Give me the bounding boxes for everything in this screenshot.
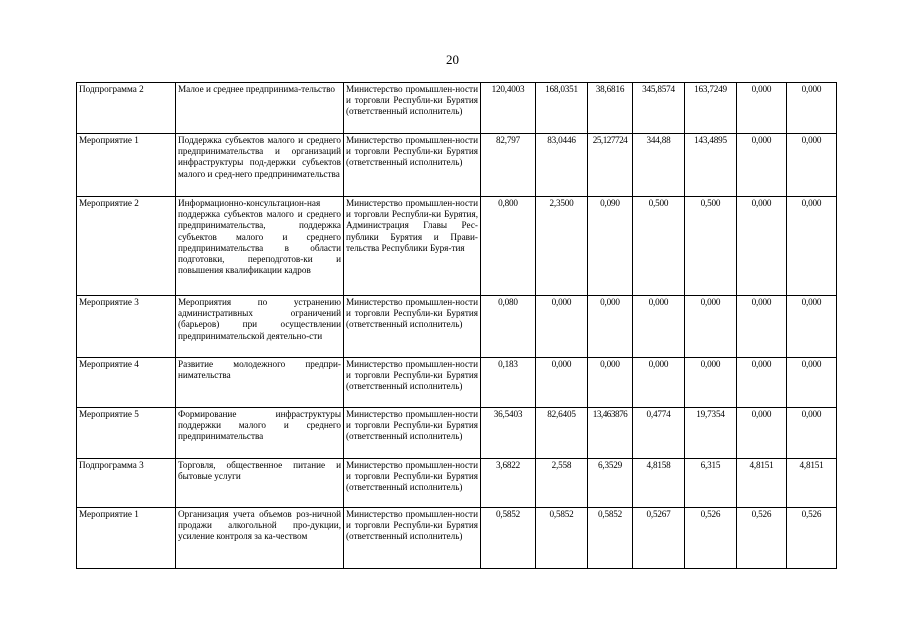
row-type-cell: Мероприятие 2 — [77, 197, 176, 296]
value-cell: 0,000 — [787, 134, 837, 197]
row-type-cell: Мероприятие 1 — [77, 508, 176, 569]
value-cell: 36,5403 — [481, 408, 536, 459]
table-row — [77, 358, 837, 408]
value-cell: 4,8151 — [737, 459, 787, 508]
value-cell: 344,88 — [633, 134, 685, 197]
value-cell: 163,7249 — [685, 83, 737, 134]
table-row — [77, 296, 837, 358]
value-cell: 83,0446 — [536, 134, 588, 197]
value-cell: 3,6822 — [481, 459, 536, 508]
row-name-cell: Малое и среднее предпринима-тельство — [176, 83, 344, 134]
value-cell: 0,000 — [737, 197, 787, 296]
value-cell: 0,526 — [787, 508, 837, 569]
row-name-cell: Формирование инфраструктуры поддержки малого и среднего предпринимательства — [176, 408, 344, 459]
row-type-cell: Мероприятие 3 — [77, 296, 176, 358]
value-cell: 0,000 — [685, 296, 737, 358]
row-executor-cell: Министерство промышлен-ности и торговли Республи-ки Бурятия (ответственный исполнитель) — [344, 459, 481, 508]
value-cell: 2,3500 — [536, 197, 588, 296]
row-type-cell: Подпрограмма 3 — [77, 459, 176, 508]
row-name-cell: Поддержка субъектов малого и среднего предпринимательства и организаций инфраструктуры под-держки субъектов малого и сред-него предпринимательства — [176, 134, 344, 197]
value-cell: 0,000 — [787, 358, 837, 408]
value-cell: 0,000 — [536, 296, 588, 358]
row-name-cell: Мероприятия по устранению административных ограничений (барьеров) при осуществлении предпринимательской деятельно-сти — [176, 296, 344, 358]
value-cell: 82,6405 — [536, 408, 588, 459]
value-cell: 82,797 — [481, 134, 536, 197]
table-row — [77, 508, 837, 569]
row-executor-cell: Министерство промышлен-ности и торговли Республи-ки Бурятия (ответственный исполнитель) — [344, 508, 481, 569]
row-name-cell: Организация учета объемов роз-ничной продажи алкогольной про-дукции, усиление контроля за ка-чеством — [176, 508, 344, 569]
value-cell: 0,526 — [685, 508, 737, 569]
value-cell: 345,8574 — [633, 83, 685, 134]
table-row — [77, 83, 837, 134]
table-row — [77, 459, 837, 508]
value-cell: 13,463876 — [588, 408, 633, 459]
value-cell: 0,000 — [737, 358, 787, 408]
value-cell: 2,558 — [536, 459, 588, 508]
row-executor-cell: Министерство промышлен-ности и торговли Республи-ки Бурятия (ответственный исполнитель) — [344, 408, 481, 459]
value-cell: 4,8158 — [633, 459, 685, 508]
table-body — [77, 83, 837, 569]
value-cell: 6,3529 — [588, 459, 633, 508]
value-cell: 0,000 — [787, 408, 837, 459]
value-cell: 0,500 — [633, 197, 685, 296]
value-cell: 6,315 — [685, 459, 737, 508]
value-cell: 0,000 — [787, 296, 837, 358]
row-executor-cell: Министерство промышлен-ности и торговли Республи-ки Бурятия (ответственный исполнитель) — [344, 83, 481, 134]
value-cell: 0,5852 — [536, 508, 588, 569]
value-cell: 168,0351 — [536, 83, 588, 134]
page-number: 20 — [446, 52, 459, 67]
row-type-cell: Мероприятие 5 — [77, 408, 176, 459]
value-cell: 120,4003 — [481, 83, 536, 134]
value-cell: 0,000 — [588, 358, 633, 408]
value-cell: 0,000 — [588, 296, 633, 358]
value-cell: 0,000 — [737, 296, 787, 358]
value-cell: 0,500 — [685, 197, 737, 296]
row-executor-cell: Министерство промышлен-ности и торговли Республи-ки Бурятия (ответственный исполнитель) — [344, 358, 481, 408]
value-cell: 0,526 — [737, 508, 787, 569]
value-cell: 0,000 — [685, 358, 737, 408]
value-cell: 0,090 — [588, 197, 633, 296]
value-cell: 0,000 — [787, 83, 837, 134]
value-cell: 0,000 — [787, 197, 837, 296]
program-table — [76, 82, 837, 569]
table-row — [77, 134, 837, 197]
value-cell: 0,000 — [536, 358, 588, 408]
value-cell: 0,4774 — [633, 408, 685, 459]
value-cell: 0,000 — [737, 83, 787, 134]
row-type-cell: Мероприятие 4 — [77, 358, 176, 408]
value-cell: 0,080 — [481, 296, 536, 358]
row-name-cell: Торговля, общественное питание и бытовые услуги — [176, 459, 344, 508]
table-row — [77, 197, 837, 296]
value-cell: 38,6816 — [588, 83, 633, 134]
value-cell: 25,127724 — [588, 134, 633, 197]
value-cell: 19,7354 — [685, 408, 737, 459]
value-cell: 0,000 — [737, 408, 787, 459]
value-cell: 4,8151 — [787, 459, 837, 508]
value-cell: 0,5267 — [633, 508, 685, 569]
row-type-cell: Мероприятие 1 — [77, 134, 176, 197]
value-cell: 0,5852 — [481, 508, 536, 569]
value-cell: 0,000 — [633, 358, 685, 408]
row-executor-cell: Министерство промышлен-ности и торговли Республи-ки Бурятия (ответственный исполнитель) — [344, 296, 481, 358]
row-name-cell: Информационно-консультацион-ная поддержка субъектов малого и среднего предпринимательства, поддержка субъектов малого и среднего предпринимательства в области подготовки, переподготов-ки и повышения квалификации кадров — [176, 197, 344, 296]
value-cell: 0,5852 — [588, 508, 633, 569]
value-cell: 0,000 — [633, 296, 685, 358]
value-cell: 143,4895 — [685, 134, 737, 197]
row-executor-cell: Министерство промышлен-ности и торговли Республи-ки Бурятия, Администрация Главы Рес-публики Бурятия и Прави-тельства Республики Буря-тия — [344, 197, 481, 296]
value-cell: 0,000 — [737, 134, 787, 197]
row-type-cell: Подпрограмма 2 — [77, 83, 176, 134]
row-executor-cell: Министерство промышлен-ности и торговли Республи-ки Бурятия (ответственный исполнитель) — [344, 134, 481, 197]
value-cell: 0,800 — [481, 197, 536, 296]
row-name-cell: Развитие молодежного предпри-нимательства — [176, 358, 344, 408]
table-row — [77, 408, 837, 459]
value-cell: 0,183 — [481, 358, 536, 408]
